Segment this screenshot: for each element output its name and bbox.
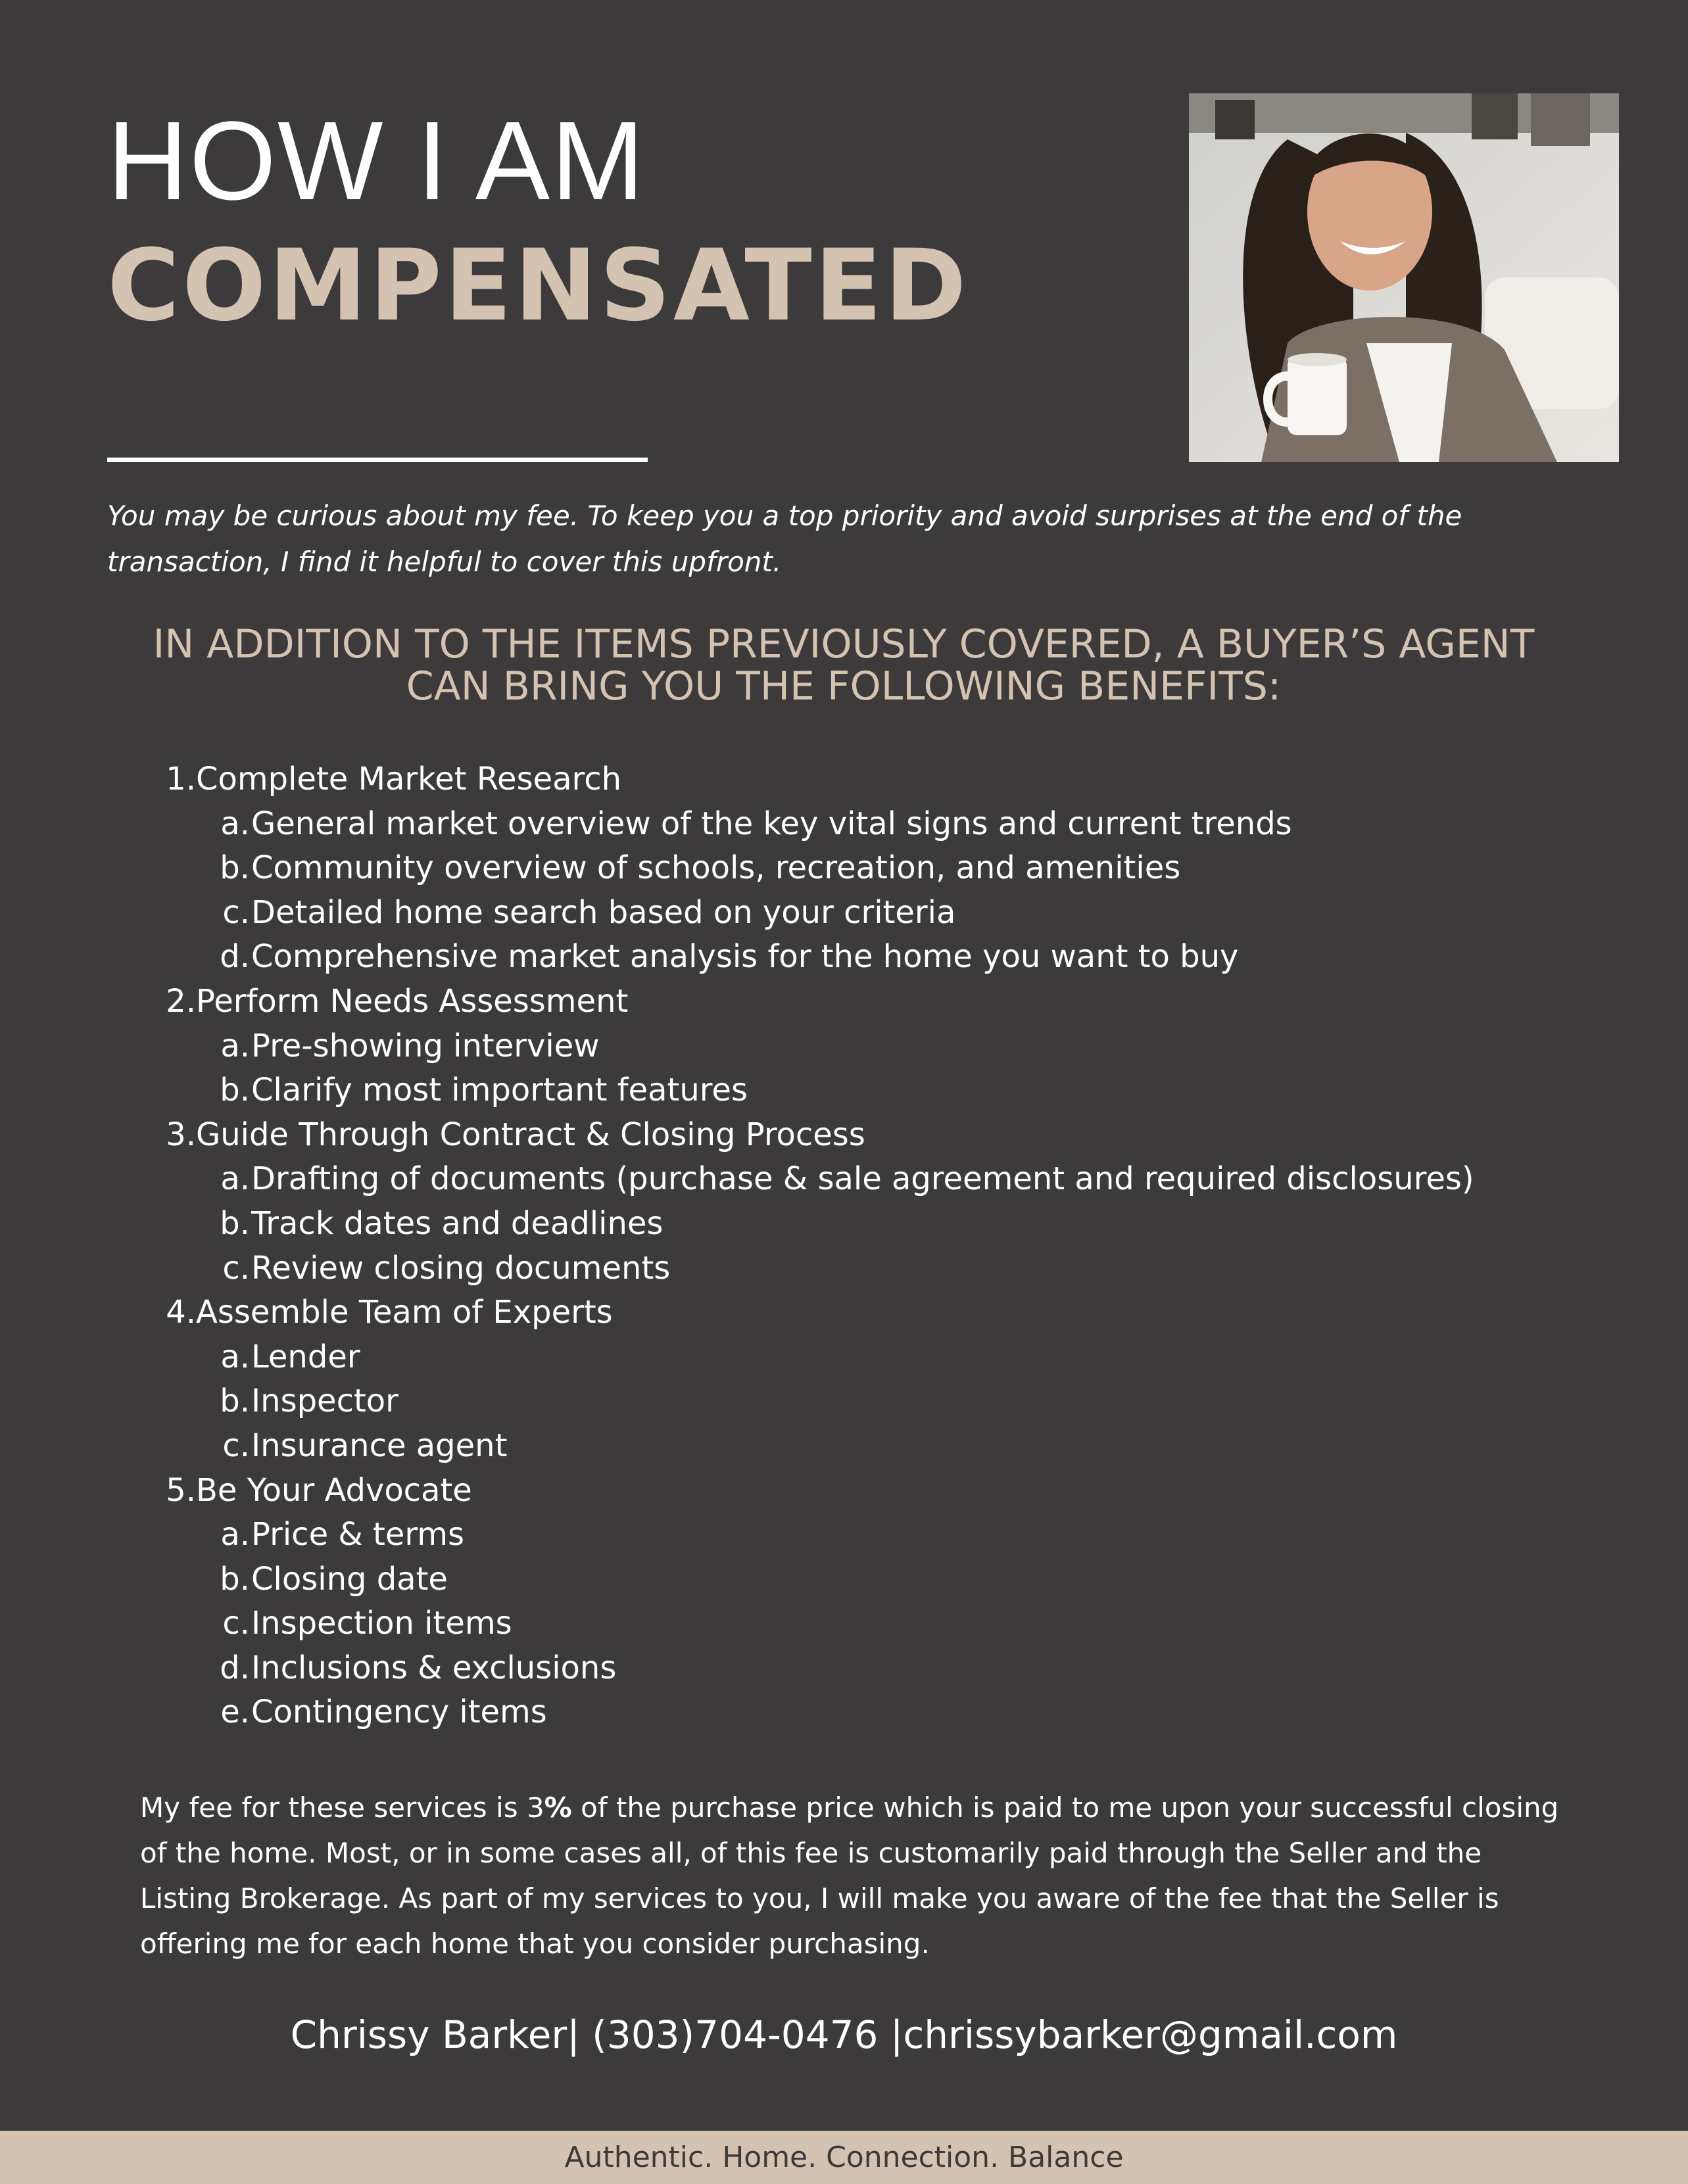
list-item-number: 1. (166, 761, 196, 797)
sub-list-item-label: Closing date (251, 1560, 448, 1598)
sub-list-item-letter: b. (220, 1383, 250, 1420)
sub-list-item (0, 935, 1688, 980)
sub-list-item-label: Detailed home search based on your criteria (251, 893, 956, 931)
list-item-label: Assemble Team of Experts (196, 1294, 613, 1331)
sub-list-item (0, 1424, 1688, 1469)
list-item-label: Complete Market Research (196, 761, 622, 797)
sub-list-item (0, 1513, 1688, 1557)
sub-list-item (0, 1557, 1688, 1602)
sub-list-item-letter: d. (220, 938, 250, 976)
intro-text: You may be curious about my fee. To keep you a top priority and avoid surprises at the end of the transaction, I find it helpful to cover this upfront. (107, 500, 1462, 578)
sub-list-item-label: General market overview of the key vital signs and current trends (251, 805, 1292, 842)
sub-list-item (0, 802, 1688, 847)
sub-list-item (0, 1646, 1688, 1691)
agent-photo (1189, 93, 1619, 462)
sub-list-item (0, 1246, 1688, 1291)
sub-list-item-label: Inspector (251, 1383, 398, 1420)
sub-list-item (0, 1602, 1688, 1646)
sub-list-item-label: Lender (251, 1338, 360, 1375)
sub-list-item (0, 1335, 1688, 1380)
sub-list-item-letter: b. (220, 849, 250, 887)
list-item-number: 3. (166, 1116, 196, 1153)
title-line-1: HOW I AM (107, 99, 646, 224)
sub-list-item-label: Clarify most important features (251, 1072, 748, 1109)
sub-list-item-label: Community overview of schools, recreation, and amenities (251, 849, 1181, 887)
list-item-label: Perform Needs Assessment (196, 982, 629, 1020)
sub-list-item-letter: e. (220, 1694, 250, 1731)
list-item (0, 1113, 1688, 1158)
footer-band (0, 2131, 1688, 2184)
sub-list-item-label: Inspection items (251, 1605, 512, 1642)
footer-tagline: Authentic. Home. Connection. Balance (564, 2141, 1124, 2174)
list-item-number: 5. (166, 1471, 196, 1509)
sub-list-item (0, 1024, 1688, 1069)
sub-list-item (0, 1068, 1688, 1113)
sub-list-item (0, 1379, 1688, 1424)
sub-list-item-letter: c. (222, 1427, 250, 1464)
sub-list-item-label: Drafting of documents (purchase & sale agreement and required disclosures) (251, 1160, 1474, 1198)
list-item-label: Guide Through Contract & Closing Process (196, 1116, 865, 1153)
sub-list-item-letter: a. (220, 1027, 250, 1064)
contact-line: Chrissy Barker| (303)704-0476 |chrissybarker@gmail.com (290, 2012, 1398, 2057)
list-item (0, 1469, 1688, 1513)
sub-list-item (0, 846, 1688, 891)
sub-list-item (0, 1157, 1688, 1202)
benefits-list (0, 757, 1688, 1735)
list-item-label: Be Your Advocate (196, 1471, 472, 1509)
sub-list-item-letter: c. (222, 1249, 250, 1287)
sub-list-item-label: Track dates and deadlines (251, 1204, 663, 1242)
sub-list-item-letter: d. (220, 1649, 250, 1686)
sub-list-item-letter: b. (220, 1560, 250, 1598)
list-item (0, 980, 1688, 1024)
list-item-number: 2. (166, 982, 196, 1020)
fee-text-start: My fee for these services is 3 (140, 1792, 544, 1824)
benefits-heading: IN ADDITION TO THE ITEMS PREVIOUSLY COVERED, A BUYER’S AGENT CAN BRING YOU THE FOLLOWING BENEFITS: (153, 621, 1535, 709)
sub-list-item (0, 1690, 1688, 1735)
list-item-number: 4. (166, 1294, 196, 1331)
sub-list-item-label: Comprehensive market analysis for the home you want to buy (251, 938, 1239, 976)
title-line-2: COMPENSATED (107, 229, 969, 343)
sub-list-item-label: Price & terms (251, 1516, 465, 1554)
sub-list-item (0, 891, 1688, 936)
list-item (0, 757, 1688, 802)
fee-percent-sign: % (544, 1792, 572, 1824)
fee-text-rest: of the purchase price which is paid to me upon your successful closing of the home. Most, or in some cases all, of this fee is customarily paid through the Seller and the Listing Brokerage. As part of my services to you, I will make you aware of the fee that the Seller is offering me for each home that you consider purchasing. (140, 1792, 1559, 1960)
fee-paragraph (140, 1785, 1580, 1966)
sub-list-item (0, 1202, 1688, 1246)
sub-list-item-letter: a. (220, 1516, 250, 1554)
sub-list-item-label: Review closing documents (251, 1249, 671, 1287)
sub-list-item-letter: a. (220, 1338, 250, 1375)
list-item (0, 1291, 1688, 1335)
portrait-photo-icon (1189, 93, 1619, 462)
sub-list-item-label: Contingency items (251, 1694, 547, 1731)
sub-list-item-letter: b. (220, 1072, 250, 1109)
sub-list-item-label: Pre-showing interview (251, 1027, 600, 1064)
sub-list-item-letter: a. (220, 1160, 250, 1198)
sub-list-item-letter: c. (222, 1605, 250, 1642)
sub-list-item-letter: c. (222, 893, 250, 931)
title-underline (107, 458, 648, 462)
sub-list-item-label: Insurance agent (251, 1427, 508, 1464)
sub-list-item-label: Inclusions & exclusions (251, 1649, 617, 1686)
sub-list-item-letter: a. (220, 805, 250, 842)
sub-list-item-letter: b. (220, 1204, 250, 1242)
